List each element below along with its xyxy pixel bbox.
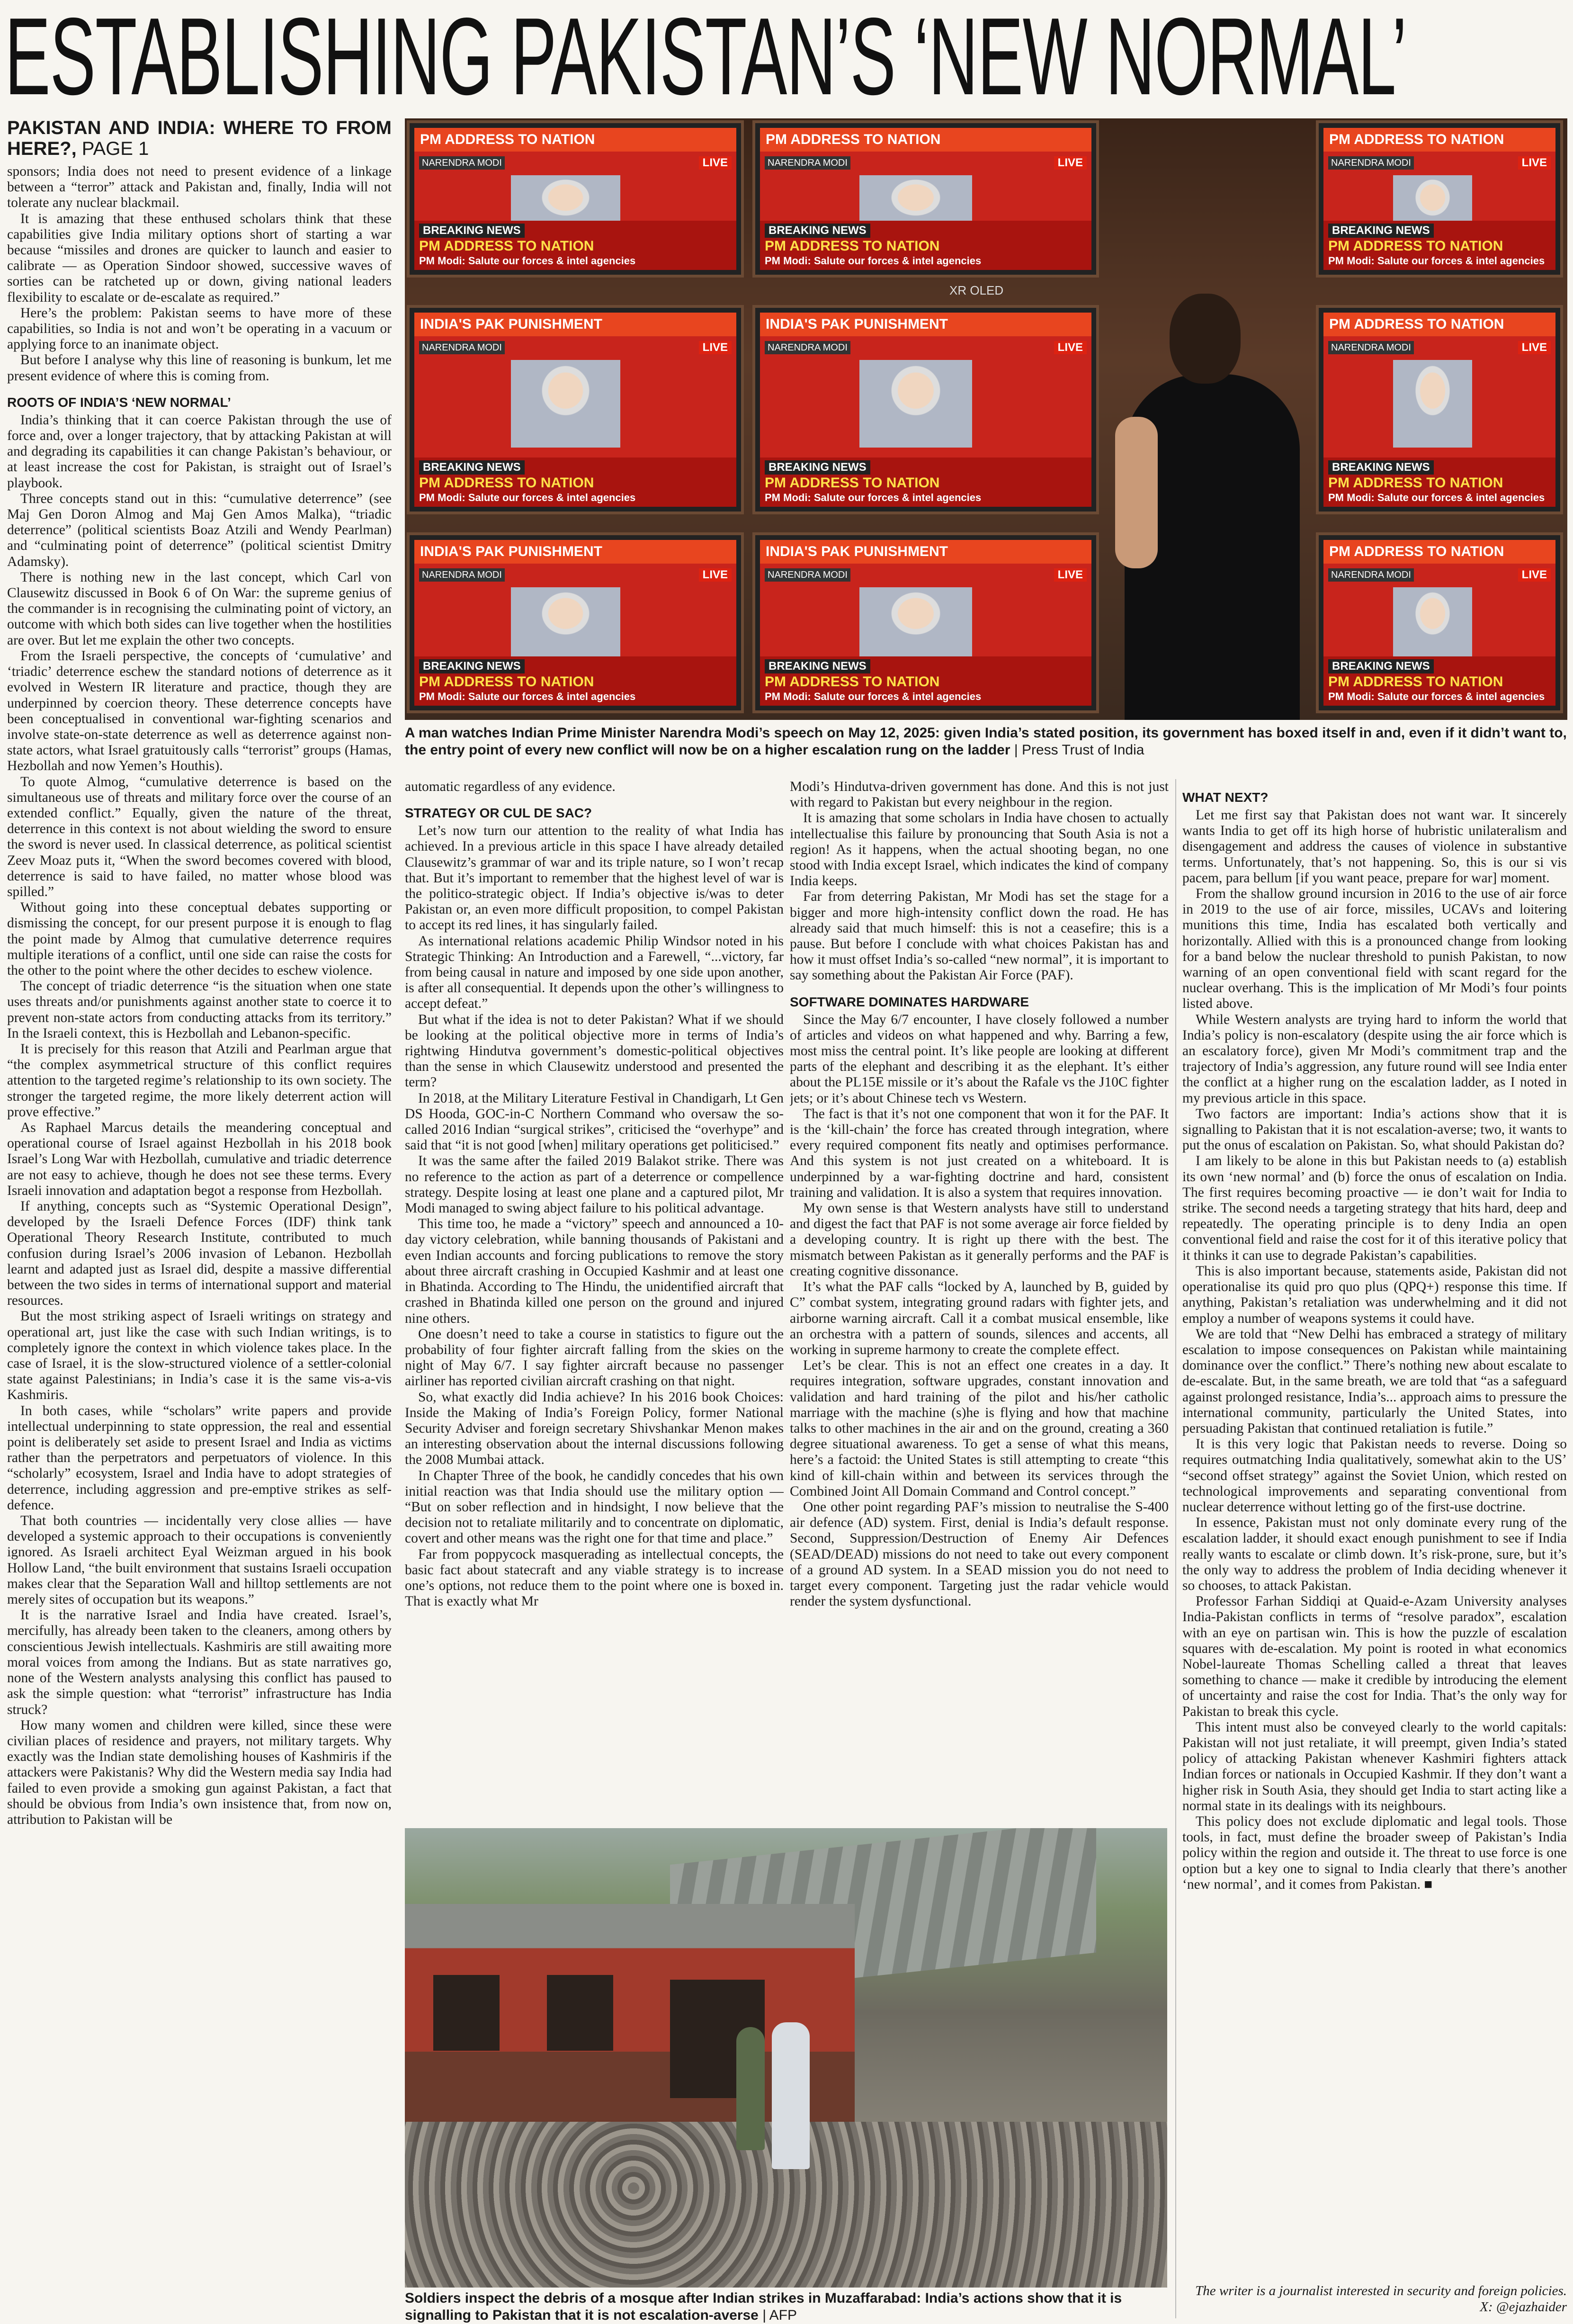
paragraph: Two factors are important: India’s actions show that it is signalling to Pakistan that it is not escalation-averse; two, it wants to put the onus of escalation on Pakistan. So, what should Pakistan do? (1182, 1106, 1567, 1153)
paragraph: While Western analysts are trying hard to inform the world that India’s policy is non-escalatory (despite using the air force which is an escalatory force), given Mr Modi’s commitment trap and the trajectory of India’s aggression, any future round will see India enter the conflict at a higher rung on the escalation ladder, as I noted in my previous article in this space. (1182, 1012, 1567, 1106)
section-heading: WHAT NEXT? (1182, 790, 1269, 805)
tv-brand-label: XR OLED (949, 283, 1004, 297)
name-strap: NARENDRA MODI (419, 568, 505, 582)
paragraph: To quote Almog, “cumulative deterrence is based on the simultaneous use of threats and military force over the course of an extended conflict.” Equally, given the nature of the threat, deterrence in this context is not about wielding the sword to ensure the sword is never used. In classical deterrence, as political scientist Zeev Moaz puts it, “When the sword becomes covered with blood, deterrence is said to have failed, no matter whose blood was spilled.” (7, 774, 392, 899)
kicker-page: PAGE 1 (76, 138, 149, 159)
ticker-headline: PM ADDRESS TO NATION (419, 238, 594, 254)
ticker-sub: PM Modi: Salute our forces & intel agencies (765, 255, 982, 267)
ticker-sub: PM Modi: Salute our forces & intel agencies (765, 691, 982, 702)
author-signoff: The writer is a journalist interested in security and foreign policies. X: @ejazhaider (1195, 2283, 1567, 2315)
paragraph: One doesn’t need to take a course in statistics to figure out the probability of four fighter aircraft falling from the skies on the night of May 6/7. I say fighter aircraft because no passenger airliner has reported civilian aircraft crashing on that night. (405, 1326, 784, 1389)
ticker-headline: PM ADDRESS TO NATION (765, 238, 940, 254)
paragraph: As international relations academic Philip Windsor noted in his Strategic Thinking: An Introduction and a Farewell, “...victory, far from being causal in nature and imposed by one side upon another, is after all consequential. It depends upon the other’s willingness to accept defeat.” (405, 933, 784, 1012)
paragraph: The concept of triadic deterrence “is the situation when one state uses threats and/or punishments against another state to coerce it to prevent non-state actors from conducting attacks from its territory.” In the Israeli context, this is Hezbollah and Lebanon-specific. (7, 978, 392, 1041)
ticker-sub: PM Modi: Salute our forces & intel agencies (419, 255, 636, 267)
name-strap: NARENDRA MODI (419, 156, 505, 170)
paragraph: Since the May 6/7 encounter, I have closely followed a number of articles and videos on what happened and why. Barring a few, most miss the central point. It’s like people are looking at different parts of the elephant and describing it as the elephant. It’s either about the PL15E missile or it’s about the Rafale vs the J10C fighter jets; or it’s about Chinese tech vs Western. (790, 1012, 1169, 1106)
paragraph: It is amazing that some scholars in India have chosen to actually intellectualise this failure by pronouncing that South Asia is not a region! As it happens, when the actual shooting began, no one stood with India except Israel, which indicates the kind of company India keeps. (790, 810, 1169, 889)
tv-screen (1319, 308, 1560, 511)
tv-screen (410, 123, 741, 275)
paragraph: We are told that “New Delhi has embraced a strategy of military escalation to impose consequences on Pakistan while maintaining dominance over the conflict.” There’s nothing new about escalate to de-escalate. But, in the same breath, we are told that “as a safeguard against prolonged resistance, India’s... approach aims to pressure the international community, particularly the United States, into persuading Pakistan that continued retaliation is futile.” (1182, 1326, 1567, 1436)
name-strap: NARENDRA MODI (419, 341, 505, 354)
soldier-figure (736, 2027, 765, 2150)
paragraph: Modi’s Hindutva-driven government has done. And this is not just with regard to Pakistan but every neighbour in the region. (790, 779, 1169, 810)
ticker-sub: PM Modi: Salute our forces & intel agencies (1328, 492, 1545, 503)
breaking-tag: BREAKING NEWS (765, 224, 870, 238)
paragraph: That both countries — incidentally very close allies — have developed a systemic approach to their occupations is conveniently ignored. As Israeli architect Eyal Weizman argued in his book Hollow Land, “the built environment that sustains Israeli occupation makes clear that the Separation Wall and hilltop settlements are not merely sites of occupation but its weapons.” (7, 1513, 392, 1607)
live-tag: LIVE (1054, 568, 1087, 582)
paragraph: This is also important because, statements aside, Pakistan did not operationalise its quid pro quo plus (QPQ+) response this time. If anything, Pakistan’s retaliation was underwhelming and it did not employ a number of weapons systems it could have. (1182, 1263, 1567, 1326)
paragraph: Let me first say that Pakistan does not want war. It sincerely wants India to get off its high horse of hubristic unilateralism and disengagement and address the causes of violence in substantive terms. Unfortunately, that’s not happening. So, this is our si vis pacem, para bellum [if you want peace, prepare for war] moment. (1182, 808, 1567, 886)
paragraph: It is the narrative Israel and India have created. Israel’s, mercifully, has already been taken to the cleaners, among others by conscientious Jewish intellectuals. Kashmiris are still awaiting more moral voices from among the Indians. But as state narratives go, none of the Western analysts analysing this conflict has paused to ask the simple question: what “terrorist” infrastructure has India struck? (7, 1607, 392, 1717)
man-watching-figure (1115, 294, 1305, 720)
breaking-tag: BREAKING NEWS (419, 460, 525, 475)
breaking-tag: BREAKING NEWS (419, 659, 525, 673)
photo-caption-1 (405, 725, 1567, 759)
live-tag: LIVE (699, 568, 732, 582)
tv-screen (755, 308, 1096, 511)
paragraph: Let’s be clear. This is not an effect one creates in a day. It requires integration, software upgrades, constant innovation and validation and hard training of the pilot and his/her catholic marriage with the machine (s)he is flying and how that machine talks to other machines in the air and on the ground, creating a 360 degree situational awareness. To get a sense of what this means, here’s a factoid: the United States is still attempting to create “this kind of kill-chain within and between its services through the Combined Joint All Domain Command and Control concept.” (790, 1358, 1169, 1499)
paragraph: In 2018, at the Military Literature Festival in Chandigarh, Lt Gen DS Hooda, GOC-in-C Northern Command who oversaw the so-called 2016 Indian “surgical strikes”, criticised the “overhype” and said that “it is not good [when] military operations get politicised.” (405, 1090, 784, 1153)
paragraph: It’s what the PAF calls “locked by A, launched by B, guided by C” combat system, integrating ground radars with fighter jets, and airborne warning aircraft. Call it a combat musical ensemble, like an orchestra with a pattern of sounds, silences and accents, all working in supreme harmony to create the complete effect. (790, 1279, 1169, 1357)
paragraph: In Chapter Three of the book, he candidly concedes that his own initial reaction was that India should use the military option — “But on sober reflection and in hindsight, I now believe that the decision not to retaliate militarily and to concentrate on diplomatic, covert and other means was the right one for that time and place.” (405, 1468, 784, 1546)
ticker-headline: PM ADDRESS TO NATION (765, 475, 940, 491)
paragraph: Three concepts stand out in this: “cumulative deterrence” (see Maj Gen Doron Almog and Maj Gen Amos Malka), “triadic deterrence” (political scientists Boaz Atzili and Wendy Pearlman) and “culminating point of deterrence” (political scientist Dmitry Adamsky). (7, 491, 392, 569)
news-ticker (414, 221, 736, 270)
breaking-tag: BREAKING NEWS (1328, 659, 1434, 673)
photo-caption-2 (405, 2290, 1167, 2324)
paragraph: Far from deterring Pakistan, Mr Modi has set the stage for a bigger and more high-intensity conflict down the road. He has already said that much himself: this is not a ceasefire; this is a pause. But before I conclude with what choices Pakistan has and how it must offset India’s so-called “new normal”, it is important to say something about the Pakistan Air Force (PAF). (790, 889, 1169, 983)
tv-screen (410, 535, 741, 710)
paragraph: sponsors; India does not need to present evidence of a linkage between a “terror” attack and Pakistan and, finally, India will not tolerate any nuclear blackmail. (7, 164, 392, 211)
paragraph: Let’s now turn our attention to the reality of what India has achieved. In a previous article in this space I have already detailed Clausewitz’s grammar of war and its triple nature, so I won’t recap that. But it’s important to remember that the highest level of war is the politico-strategic object. If India’s objective is/was to deter Pakistan or, an even more difficult proposition, to compel Pakistan to accept its red lines, it has singularly failed. (405, 823, 784, 933)
screen-banner: INDIA'S PAK PUNISHMENT (760, 313, 1091, 336)
paragraph: It is precisely for this reason that Atzili and Pearlman argue that “the complex asymmetrical structure of this conflict requires attention to the targeted regime’s relationship to its own society. The stronger the targeted regime, the more likely deterrent action will prove effective.” (7, 1041, 392, 1120)
name-strap: NARENDRA MODI (1328, 568, 1414, 582)
paragraph: It was the same after the failed 2019 Balakot strike. There was no reference to the action as part of a deterrence or compellence strategy. Despite losing at least one plane and a captured pilot, Mr Modi managed to swing abject failure to his political advantage. (405, 1153, 784, 1216)
paragraph: From the Israeli perspective, the concepts of ‘cumulative’ and ‘triadic’ deterrence eschew the standard notions of deterrence as it evolved in Western IR literature and practice, though they are underpinned by coercion theory. These deterrence concepts have been conceptualised in conventional war-fighting scenarios and involve state-on-state deterrence as well as deterrence against non-state actors, what Israel gratuitously calls “terrorist” groups (Hamas, Hezbollah and now Yemen’s Houthis). (7, 648, 392, 774)
article-column-3 (790, 779, 1169, 1823)
paragraph: Without going into these conceptual debates supporting or dismissing the concept, for our present purpose it is enough to flag the point made by Almog that cumulative deterrence requires multiple iterations of a conflict, until one side can raise the costs for the other to the point where the other decides to eschew violence. (7, 900, 392, 978)
caption-text: A man watches Indian Prime Minister Narendra Modi’s speech on May 12, 2025: given India’s stated position, its government has boxed itself in and, even if it didn’t want to, the entry point of every new conflict will now be on a higher escalation rung on the ladder (405, 725, 1567, 758)
speaker-portrait (859, 360, 972, 448)
ticker-headline: PM ADDRESS TO NATION (419, 674, 594, 690)
photo-mosque-debris (405, 1828, 1167, 2288)
screen-banner: INDIA'S PAK PUNISHMENT (414, 313, 736, 336)
news-ticker (414, 656, 736, 706)
news-ticker (760, 656, 1091, 706)
paragraph: But what if the idea is not to deter Pakistan? What if we should be looking at the political objective more in terms of India’s rightwing Hindutva government’s domestic-political objectives than the sense in which Clausewitz understood and presented the term? (405, 1012, 784, 1090)
breaking-tag: BREAKING NEWS (1328, 224, 1434, 238)
ticker-sub: PM Modi: Salute our forces & intel agencies (1328, 691, 1545, 702)
name-strap: NARENDRA MODI (1328, 156, 1414, 170)
man-arm (1115, 417, 1158, 568)
name-strap: NARENDRA MODI (765, 568, 850, 582)
article-column-2 (405, 779, 784, 1823)
news-ticker (760, 221, 1091, 270)
paragraph: automatic regardless of any evidence. (405, 779, 616, 794)
live-tag: LIVE (699, 341, 732, 354)
paragraph: The fact is that it’s not one component that won it for the PAF. It is the ‘kill-chain’ the force has created through integration, where every required component fits neatly and optimises performance. And this system is not just created on a whiteboard. It is underpinned by a war-fighting doctrine and hard, consistent training and validation. It is also a system that requires innovation. (790, 1106, 1169, 1200)
speaker-portrait (859, 587, 972, 662)
ticker-headline: PM ADDRESS TO NATION (765, 674, 940, 690)
paragraph: How many women and children were killed, since these were civilian places of residence and prayers, not military targets. Why exactly was the Indian state demolishing houses of Kashmiris if the attackers were Pakistanis? Why did the Western media say India had failed to even provide a smoking gun against Pakistan, a fact that should be obvious from India’s own insistence that, from now on, attribution to Pakistan will be (7, 1717, 392, 1827)
breaking-tag: BREAKING NEWS (765, 460, 870, 475)
paragraph: This time too, he made a “victory” speech and announced a 10-day victory celebration, while banning thousands of Pakistani and even Indian accounts and forcing publications to remove the story about three aircraft crashing in Occupied Kashmir and at least one in Bhatinda. According to The Hindu, the unidentified aircraft that crashed in Bhatinda killed one person on the ground and injured nine others. (405, 1216, 784, 1326)
section-heading: ROOTS OF INDIA’S ‘NEW NORMAL’ (7, 395, 231, 410)
screen-banner: PM ADDRESS TO NATION (414, 128, 736, 152)
building-window (433, 1975, 500, 2051)
caption-text: Soldiers inspect the debris of a mosque after Indian strikes in Muzaffarabad: India’s actions show that it is signalling to Pakistan that it is not escalation-averse (405, 2290, 1122, 2323)
paragraph: This intent must also be conveyed clearly to the world capitals: Pakistan will not just retaliate, it will preempt, given India’s stated policy of attacking Pakistan whenever Kashmiri fighters attack Indian forces or nationals in Occupied Kashmir. If they don’t want a higher risk in South Asia, they should get India to start acting like a normal state in its dealings with its neighbours. (1182, 1719, 1567, 1813)
section-heading: SOFTWARE DOMINATES HARDWARE (790, 994, 1029, 1009)
building-window (547, 1975, 613, 2051)
screen-banner: PM ADDRESS TO NATION (1323, 128, 1555, 152)
article-column-1 (7, 117, 392, 2317)
screen-banner: PM ADDRESS TO NATION (1323, 313, 1555, 336)
headline (5, 0, 1567, 114)
tv-screen (755, 535, 1096, 710)
speaker-portrait (511, 587, 620, 662)
photo-tv-screens (405, 118, 1567, 720)
live-tag: LIVE (1518, 156, 1551, 170)
name-strap: NARENDRA MODI (765, 341, 850, 354)
paragraph: From the shallow ground incursion in 2016 to the use of air force in 2019 to the use of air force, missiles, UCAVs and loitering munitions this time, India has escalated both vertically and horizontally. Allied with this is a pronounced change from looking for a band below the nuclear threshold to punish Pakistan, to now warning of an open conventional field with scant regard for the nuclear overhang. This is the implication of Mr Modi’s four points listed above. (1182, 886, 1567, 1012)
ticker-headline: PM ADDRESS TO NATION (1328, 674, 1503, 690)
column-divider (1175, 779, 1176, 2318)
paragraph: India’s thinking that it can coerce Pakistan through the use of force and, over a longer trajectory, that by attacking Pakistan at will and degrading its capabilities it can change Pakistan’s behaviour, or at least increase the cost for Pakistan, is straight out of Israel’s playbook. (7, 412, 392, 491)
screen-banner: PM ADDRESS TO NATION (1323, 540, 1555, 564)
photo-credit: | Press Trust of India (1014, 742, 1144, 758)
ticker-sub: PM Modi: Salute our forces & intel agencies (419, 691, 636, 702)
ticker-sub: PM Modi: Salute our forces & intel agencies (765, 492, 982, 503)
name-strap: NARENDRA MODI (1328, 341, 1414, 354)
paragraph: It is this very logic that Pakistan needs to reverse. Doing so requires outmatching India qualitatively, somewhat akin to the US’ “second offset strategy” against the Soviet Union, which rested on technological improvements and separating conventional from nuclear deterrence without letting go of the first-use doctrine. (1182, 1436, 1567, 1515)
paragraph: In both cases, while “scholars” write papers and provide intellectual underpinning to state oppression, the real and essential point is deliberately set aside to present Israel and India as victims rather than the perpetrators and perpetuators of violence. In this “scholarly” ecosystem, Israel and India have to adopt strategies of deterrence, including aggression and pre-emptive strikes as self-defence. (7, 1403, 392, 1513)
article-column-4 (1182, 779, 1567, 2264)
ticker-sub: PM Modi: Salute our forces & intel agencies (419, 492, 636, 503)
paragraph: Here’s the problem: Pakistan seems to have more of these capabilities, so India is not and won’t be operating in a vacuum or applying force to an inanimate object. (7, 305, 392, 352)
live-tag: LIVE (699, 156, 732, 170)
news-ticker (414, 458, 736, 507)
breaking-tag: BREAKING NEWS (1328, 460, 1434, 475)
screen-banner: INDIA'S PAK PUNISHMENT (760, 540, 1091, 564)
paragraph: If anything, concepts such as “Systemic Operational Design”, developed by the Israeli Defence Forces (IDF) think tank Operational Theory Research Institute, contributed to much confusion during Israel’s 2006 invasion of Lebanon. Hezbollah learnt and adapted just as Israel did, despite a massive differential between the two sides in terms of international support and material resources. (7, 1199, 392, 1309)
paragraph: This policy does not exclude diplomatic and legal tools. Those tools, in fact, must define the broader sweep of Pakistan’s India policy within the region and outside it. The threat to use force is one option but a key one to signal to India clearly that there’s another ‘new normal’, and it comes from Pakistan. ■ (1182, 1814, 1567, 1892)
tv-screen (755, 123, 1096, 275)
name-strap: NARENDRA MODI (765, 156, 850, 170)
ticker-sub: PM Modi: Salute our forces & intel agencies (1328, 255, 1545, 267)
tv-screen (410, 308, 741, 511)
speaker-portrait (1393, 360, 1472, 448)
breaking-tag: BREAKING NEWS (765, 659, 870, 673)
kicker-title: PAKISTAN AND INDIA: WHERE TO FROM HERE?, (7, 117, 392, 159)
live-tag: LIVE (1054, 341, 1087, 354)
paragraph: As Raphael Marcus details the meandering conceptual and operational course of Israel against Hezbollah in his 2018 book Israel’s Long War with Hezbollah, cumulative and triadic deterrence are not easy to achieve, though he does not see these terms. Every Israeli innovation and adaptation begot a response from Hezbollah. (7, 1120, 392, 1198)
paragraph: So, what exactly did India achieve? In his 2016 book Choices: Inside the Making of India’s Foreign Policy, former National Security Adviser and foreign secretary Shivshankar Menon makes an interesting observation about the internal discussions following the 2008 Mumbai attack. (405, 1389, 784, 1468)
live-tag: LIVE (1518, 341, 1551, 354)
man-figure (772, 2022, 810, 2169)
news-ticker (1323, 458, 1555, 507)
paragraph: It is amazing that these enthused scholars think that these capabilities give India military options short of starting a war because “missiles and drones are quicker to launch and easier to calibrate — as Operation Sindoor showed, successive waves of sorties can be ratcheted up or down, giving national leaders flexibility to escalate or de-escalate as required.” (7, 211, 392, 305)
live-tag: LIVE (1054, 156, 1087, 170)
breaking-tag: BREAKING NEWS (419, 224, 525, 238)
ticker-headline: PM ADDRESS TO NATION (1328, 238, 1503, 254)
paragraph: Professor Farhan Siddiqi at Quaid-e-Azam University analyses India-Pakistan conflicts in terms of “resolve paradox”, escalation with an eye on partisan win. This is how the puzzle of escalation squares with de-escalation. My point is rooted in what economics Nobel-laureate Thomas Schelling called a threat that leaves something to chance — make it credible by introducing the element of uncertainty and raise the cost for India. That’s the only way for Pakistan to break this cycle. (1182, 1594, 1567, 1719)
paragraph: One other point regarding PAF’s mission to neutralise the S-400 air defence (AD) system. First, denial is India’s default response. Second, Suppression/Destruction of Enemy Air Defences (SEAD/DEAD) missions do not need to take out every component of a ground AD system. In a SEAD mission you do not need to target every component. Targeting just the radar vehicle would render the system dysfunctional. (790, 1499, 1169, 1609)
photo-credit: | AFP (762, 2307, 797, 2323)
paragraph: My own sense is that Western analysts have still to understand and digest the fact that PAF is not some average air force fielded by a developing country. It is right up there with the best. The mismatch between Pakistan as it generally performs and the PAF is creating cognitive dissonance. (790, 1201, 1169, 1279)
screen-banner: INDIA'S PAK PUNISHMENT (414, 540, 736, 564)
man-head (1170, 294, 1241, 384)
paragraph: But the most striking aspect of Israeli writings on strategy and operational art, just like the case with such Indian writings, is to completely ignore the context in which violence takes place. In the case of Israel, it is the slow-structured violence of a settler-colonial state against Palestinians; in India’s case it is the same vis-a-vis Kashmiris. (7, 1309, 392, 1403)
speaker-portrait (511, 360, 620, 448)
live-tag: LIVE (1518, 568, 1551, 582)
jump-kicker (7, 117, 392, 159)
ticker-headline: PM ADDRESS TO NATION (419, 475, 594, 491)
tv-screen (1319, 535, 1560, 710)
paragraph: I am likely to be alone in this but Pakistan needs to (a) establish its own ‘new normal’ and (b) force the onus of escalation on India. The first requires becoming proactive — ie don’t wait for India to strike. The second needs a targeting strategy that hits hard, deep and repeatedly. The operating principle is to deny India an open conventional field and raise the cost for it of this iterative policy that it thinks it can use to degrade Pakistan’s capabilities. (1182, 1153, 1567, 1263)
ticker-headline: PM ADDRESS TO NATION (1328, 475, 1503, 491)
paragraph: Far from poppycock masquerading as intellectual concepts, the basic fact about statecraft and any viable strategy is to increase one’s options, not reduce them to the point where one is boxed in. That is exactly what Mr (405, 1546, 784, 1609)
paragraph: There is nothing new in the last concept, which Carl von Clausewitz discussed in Book 6 of On War: the supreme genius of the commander is in recognising the culminating point of victory, an outcome with which both sides can live together when the hostilities are over. But let me explain the other two concepts. (7, 569, 392, 648)
paragraph: In essence, Pakistan must not only dominate every rung of the escalation ladder, it should exact enough punishment to see if India really wants to escalate or climb down. It’s risk-prone, sure, but it’s the only way to address the problem of India deciding whenever it so chooses, to attack Pakistan. (1182, 1515, 1567, 1593)
news-ticker (1323, 221, 1555, 270)
news-ticker (1323, 656, 1555, 706)
news-ticker (760, 458, 1091, 507)
speaker-portrait (1393, 587, 1472, 662)
paragraph: But before I analyse why this line of reasoning is bunkum, let me present evidence of where this is coming from. (7, 352, 392, 384)
tv-screen (1319, 123, 1560, 275)
headline-text: ESTABLISHING PAKISTAN’S ‘NEW NORMAL’ (5, 0, 1407, 114)
screen-banner: PM ADDRESS TO NATION (760, 128, 1091, 152)
section-heading: STRATEGY OR CUL DE SAC? (405, 806, 592, 821)
